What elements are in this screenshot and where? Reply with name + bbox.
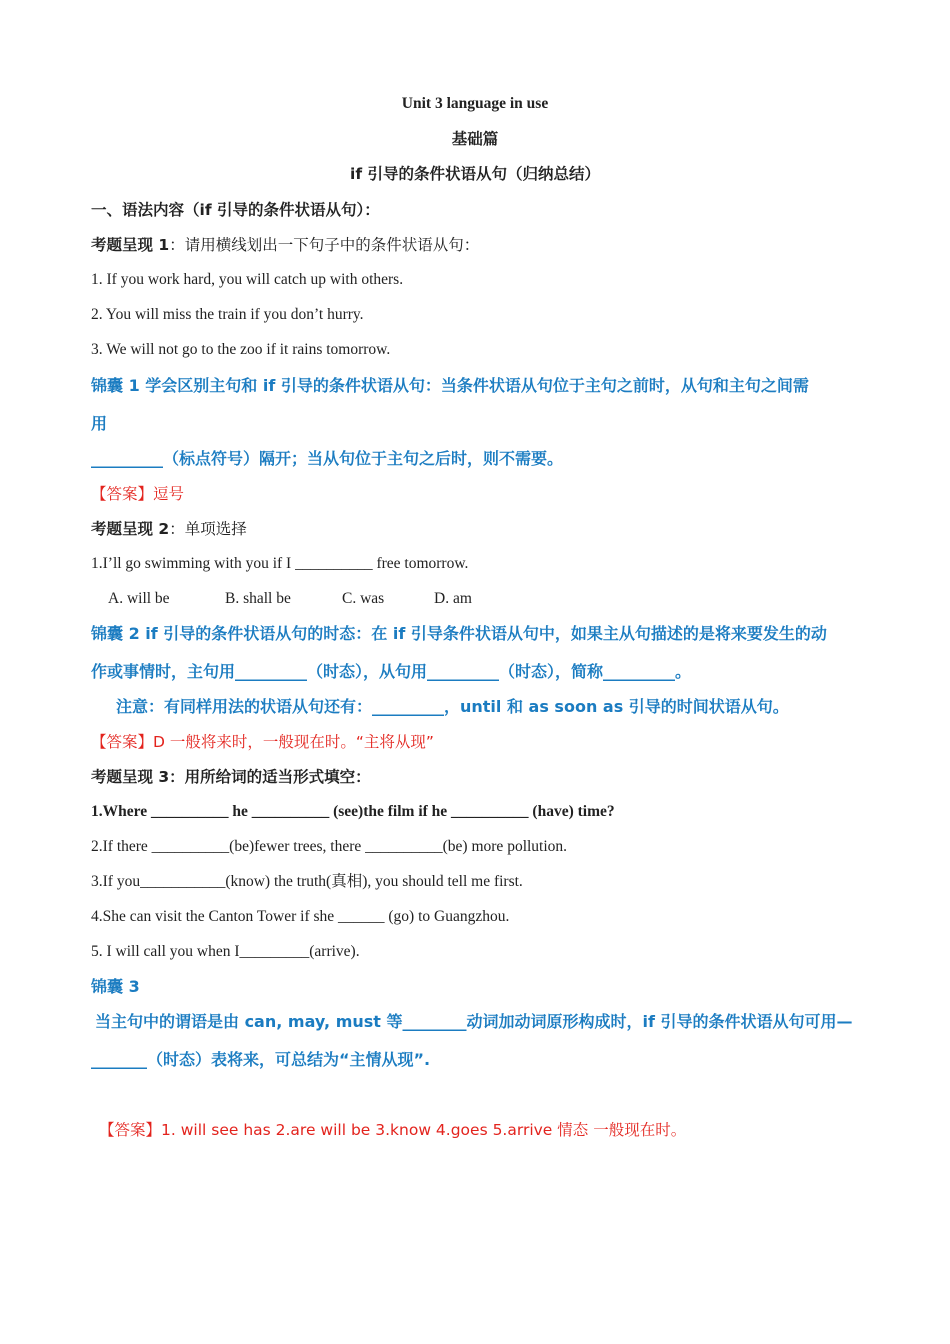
- answer-3: 【答案】1. will see has 2.are will be 3.know 4.goes 5.arrive 情态 一般现在时。: [99, 1121, 687, 1139]
- q3-heading: 考题呈现 3：用所给词的适当形式填空：: [91, 768, 371, 786]
- section-heading: 一、语法内容（if 引导的条件状语从句）：: [91, 201, 380, 219]
- tip3-title: 锦囊 3: [91, 977, 140, 996]
- q1-item-3: 3. We will not go to the zoo if it rains tomorrow.: [91, 341, 391, 358]
- tip1-line2: 用: [91, 414, 108, 433]
- q2-options: [108, 588, 910, 610]
- option-c: C. was: [342, 590, 385, 607]
- tip2-line2: 作或事情时，主句用_________（时态），从句用_________（时态），简称_________。: [91, 662, 692, 681]
- tip1-line3: _________（标点符号）隔开；当从句位于主句之后时，则不需要。: [91, 449, 564, 468]
- q2-heading: [91, 518, 910, 540]
- q3-item-2: 2.If there __________(be)fewer trees, there __________(be) more pollution.: [91, 838, 568, 855]
- q3-item-5: 5. I will call you when I_________(arrive).: [91, 943, 360, 960]
- q1-heading: [91, 234, 910, 256]
- q3-item-1-text: 1.Where __________ he __________ (see)the film if he __________ (have) time?: [91, 803, 615, 820]
- q3-item-4: 4.She can visit the Canton Tower if she ______ (go) to Guangzhou.: [91, 908, 510, 925]
- q2-label: 考题呈现 2: [91, 520, 170, 538]
- q3-item-3: 3.If you___________(know) the truth(真相), you should tell me first.: [91, 873, 523, 890]
- tip2-line1: 锦囊 2 if 引导的条件状语从句的时态：在 if 引导条件状语从句中，如果主从句描述的是将来要发生的动: [91, 624, 827, 643]
- option-a: A. will be: [108, 590, 170, 607]
- q2-instruction: ：单项选择: [169, 520, 247, 538]
- q1-item-1: 1. If you work hard, you will catch up with others.: [91, 271, 404, 288]
- tip3-line2: _______（时态）表将来，可总结为“主情从现”.: [91, 1050, 431, 1069]
- tip3-line1: 当主句中的谓语是由 can, may, must 等________动词加动词原形构成时，if 引导的条件状语从句可用—: [95, 1012, 853, 1031]
- answer-2: 【答案】D 一般将来时，一般现在时。“主将从现”: [91, 733, 434, 751]
- option-d: D. am: [434, 590, 472, 607]
- q1-instruction: ：请用横线划出一下句子中的条件状语从句：: [169, 236, 480, 254]
- tip2-note: 注意：有同样用法的状语从句还有：_________，until 和 as soon as 引导的时间状语从句。: [116, 697, 789, 716]
- topic-heading: if 引导的条件状语从句（归纳总结）: [350, 165, 600, 183]
- tip1-line1: 锦囊 1 学会区别主句和 if 引导的条件状语从句：当条件状语从句位于主句之前时，从句和主句之间需: [91, 376, 809, 395]
- q1-label: 考题呈现 1: [91, 236, 170, 254]
- q3-item-1: [91, 801, 910, 823]
- answer-1: 【答案】逗号: [91, 485, 185, 503]
- q1-item-2: 2. You will miss the train if you don’t hurry.: [91, 306, 364, 323]
- q2-question: 1.I’ll go swimming with you if I __________ free tomorrow.: [91, 555, 469, 572]
- option-b: B. shall be: [225, 590, 291, 607]
- subtitle: 基础篇: [451, 130, 499, 148]
- page-title: Unit 3 language in use: [401, 95, 549, 112]
